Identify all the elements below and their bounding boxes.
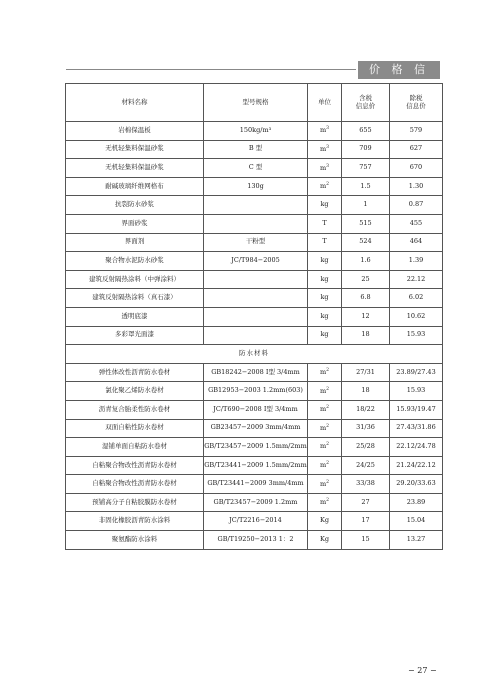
table-row	[66, 363, 443, 382]
cell-name: 自粘聚合物改性沥青防水卷材	[66, 475, 204, 494]
cell-unit: $m^2$	[308, 400, 342, 419]
unit-superscript: 2	[326, 405, 330, 411]
cell-name: 预铺高分子自粘胶膜防水卷材	[66, 493, 204, 512]
page-number: − 27 −	[408, 666, 437, 675]
cell-tax-excl: 1.30	[390, 177, 443, 196]
cell-unit: $m^2$	[308, 438, 342, 457]
cell-tax-excl: 21.24/22.12	[390, 456, 443, 475]
table-row	[66, 122, 443, 141]
cell-unit: $m^3$	[308, 140, 342, 159]
cell-tax-incl: 27/31	[342, 363, 390, 382]
col-header-spec: 型号规格	[204, 84, 308, 122]
cell-tax-excl: 22.12	[390, 270, 443, 289]
col-header-tax-excl: 除税 信息价	[390, 84, 443, 122]
cell-name: 双面自粘性防水卷材	[66, 419, 204, 438]
unit-superscript: 2	[326, 461, 330, 466]
table-row	[66, 419, 443, 438]
group-label: 防水材料	[66, 345, 443, 364]
cell-unit: $m^2$	[308, 363, 342, 382]
cell-unit: $m^3$	[308, 122, 342, 141]
cell-spec: B 型	[204, 140, 308, 159]
cell-tax-excl: 29.20/33.63	[390, 475, 443, 494]
cell-spec: 干粉型	[204, 233, 308, 252]
cell-name: 抗裂防水砂浆	[66, 196, 204, 215]
cell-tax-incl: 27	[342, 493, 390, 512]
cell-unit: T	[308, 233, 342, 252]
cell-tax-excl: 15.93	[390, 382, 443, 401]
cell-name: 建筑反射隔热涂料（真石漆）	[66, 289, 204, 308]
cell-tax-incl: 524	[342, 233, 390, 252]
unit-superscript: 2	[326, 479, 330, 485]
cell-tax-excl: 15.93	[390, 326, 443, 345]
cell-unit: $m^3$	[308, 159, 342, 178]
cell-tax-excl: 6.02	[390, 289, 443, 308]
table-row	[66, 233, 443, 252]
cell-tax-excl: 23.89	[390, 493, 443, 512]
cell-name: 聚氨酯防水涂料	[66, 531, 204, 550]
unit-superscript: 2	[326, 182, 330, 188]
cell-spec: GB/T23457−2009 1.2mm	[204, 493, 308, 512]
cell-unit: $m^2$	[308, 177, 342, 196]
table-row	[66, 326, 443, 345]
table-row	[66, 270, 443, 289]
cell-tax-incl: 15	[342, 531, 390, 550]
table-row	[66, 512, 443, 531]
cell-tax-excl: 15.93/19.47	[390, 400, 443, 419]
cell-spec: JC/T984−2005	[204, 252, 308, 271]
cell-tax-excl: 27.43/31.86	[390, 419, 443, 438]
section-title-tab: 价 格 信 息	[358, 61, 440, 79]
cell-tax-excl: 0.87	[390, 196, 443, 215]
cell-spec: JC/T690−2008 Ⅰ型 3/4mm	[204, 400, 308, 419]
table-row	[66, 382, 443, 401]
cell-name: 多彩罩光面漆	[66, 326, 204, 345]
table-header-row	[66, 84, 443, 122]
cell-unit: T	[308, 214, 342, 233]
header-rule	[66, 69, 356, 70]
col-header-unit: 单位	[308, 84, 342, 122]
cell-tax-incl: 18/22	[342, 400, 390, 419]
cell-unit: kg	[308, 326, 342, 345]
cell-spec: GB/T19250−2013 1：2	[204, 531, 308, 550]
cell-name: 岩棉保温板	[66, 122, 204, 141]
table-row	[66, 289, 443, 308]
unit-superscript: 3	[326, 144, 330, 150]
cell-spec	[204, 307, 308, 326]
cell-spec: C 型	[204, 159, 308, 178]
table-row	[66, 307, 443, 326]
cell-name: 自粘聚合物改性沥青防水卷材	[66, 456, 204, 475]
cell-tax-incl: 31/36	[342, 419, 390, 438]
cell-spec: GB23457−2009 3mm/4mm	[204, 419, 308, 438]
cell-spec	[204, 196, 308, 215]
table-row	[66, 400, 443, 419]
cell-spec: GB/T23457−2009 1.5mm/2mm	[204, 438, 308, 457]
cell-name: 弹性体改性沥青防水卷材	[66, 363, 204, 382]
table-row	[66, 196, 443, 215]
cell-spec: GB12953−2003 1.2mm(603)	[204, 382, 308, 401]
cell-name: 聚合物水泥防水砂浆	[66, 252, 204, 271]
cell-unit: kg	[308, 196, 342, 215]
table-body	[66, 122, 443, 550]
cell-name: 无机轻集料保温砂浆	[66, 140, 204, 159]
table-group-row	[66, 345, 443, 364]
table-row	[66, 438, 443, 457]
cell-unit: $m^2$	[308, 419, 342, 438]
unit-superscript: 2	[326, 442, 330, 448]
table-row	[66, 159, 443, 178]
cell-tax-excl: 627	[390, 140, 443, 159]
cell-spec	[204, 289, 308, 308]
cell-spec	[204, 326, 308, 345]
cell-spec: 150kg/m³	[204, 122, 308, 141]
price-table	[65, 83, 443, 550]
table-row	[66, 214, 443, 233]
table-row	[66, 475, 443, 494]
cell-tax-excl: 10.62	[390, 307, 443, 326]
table-row	[66, 140, 443, 159]
cell-tax-incl: 18	[342, 326, 390, 345]
cell-tax-incl: 655	[342, 122, 390, 141]
cell-tax-excl: 455	[390, 214, 443, 233]
cell-unit: kg	[308, 289, 342, 308]
cell-spec: GB/T23441−2009 3mm/4mm	[204, 475, 308, 494]
cell-tax-excl: 1.39	[390, 252, 443, 271]
cell-name: 氯化聚乙烯防水卷材	[66, 382, 204, 401]
cell-tax-incl: 24/25	[342, 456, 390, 475]
cell-tax-excl: 670	[390, 159, 443, 178]
col-header-name: 材料名称	[66, 84, 204, 122]
cell-spec: GB/T23441−2009 1.5mm/2mm	[204, 456, 308, 475]
cell-unit: kg	[308, 252, 342, 271]
cell-tax-excl: 15.04	[390, 512, 443, 531]
cell-spec: JC/T2216−2014	[204, 512, 308, 531]
cell-tax-excl: 23.89/27.43	[390, 363, 443, 382]
cell-unit: kg	[308, 270, 342, 289]
cell-tax-incl: 33/38	[342, 475, 390, 494]
unit-superscript: 3	[326, 163, 330, 169]
cell-tax-incl: 709	[342, 140, 390, 159]
cell-tax-excl: 22.12/24.78	[390, 438, 443, 457]
cell-tax-incl: 1	[342, 196, 390, 215]
table-row	[66, 456, 443, 475]
cell-unit: Kg	[308, 531, 342, 550]
unit-superscript: 2	[326, 368, 330, 374]
cell-tax-incl: 12	[342, 307, 390, 326]
cell-name: 透明底漆	[66, 307, 204, 326]
unit-superscript: 2	[326, 498, 330, 504]
cell-tax-incl: 25/28	[342, 438, 390, 457]
cell-name: 无机轻集料保温砂浆	[66, 159, 204, 178]
table-row	[66, 531, 443, 550]
cell-tax-incl: 25	[342, 270, 390, 289]
table-row	[66, 493, 443, 512]
unit-superscript: 2	[326, 386, 330, 392]
unit-superscript: 2	[326, 423, 330, 429]
cell-spec	[204, 214, 308, 233]
cell-tax-excl: 13.27	[390, 531, 443, 550]
cell-name: 耐碱玻璃纤维网格布	[66, 177, 204, 196]
cell-unit: $m^2$	[308, 382, 342, 401]
cell-name: 界面砂浆	[66, 214, 204, 233]
cell-tax-incl: 757	[342, 159, 390, 178]
cell-name: 湿铺单面自粘防水卷材	[66, 438, 204, 457]
cell-tax-incl: 17	[342, 512, 390, 531]
cell-unit: $m^2$	[308, 456, 342, 475]
cell-name: 非固化橡胶沥青防水涂料	[66, 512, 204, 531]
cell-spec: GB18242−2008 Ⅰ型 3/4mm	[204, 363, 308, 382]
cell-spec: 130g	[204, 177, 308, 196]
table-row	[66, 252, 443, 271]
cell-unit: $m^2$	[308, 493, 342, 512]
cell-name: 建筑反射隔热涂料（中弹涂料）	[66, 270, 204, 289]
cell-tax-incl: 18	[342, 382, 390, 401]
cell-unit: $m^2$	[308, 475, 342, 494]
cell-tax-incl: 6.8	[342, 289, 390, 308]
cell-tax-incl: 1.6	[342, 252, 390, 271]
cell-unit: kg	[308, 307, 342, 326]
cell-tax-incl: 515	[342, 214, 390, 233]
cell-tax-excl: 579	[390, 122, 443, 141]
cell-tax-excl: 464	[390, 233, 443, 252]
cell-unit: Kg	[308, 512, 342, 531]
cell-name: 沥青复合胎柔性防水卷材	[66, 400, 204, 419]
cell-tax-incl: 1.5	[342, 177, 390, 196]
table-row	[66, 177, 443, 196]
col-header-tax-incl: 含税 信息价	[342, 84, 390, 122]
cell-name: 界面剂	[66, 233, 204, 252]
unit-superscript: 3	[326, 126, 330, 132]
cell-spec	[204, 270, 308, 289]
